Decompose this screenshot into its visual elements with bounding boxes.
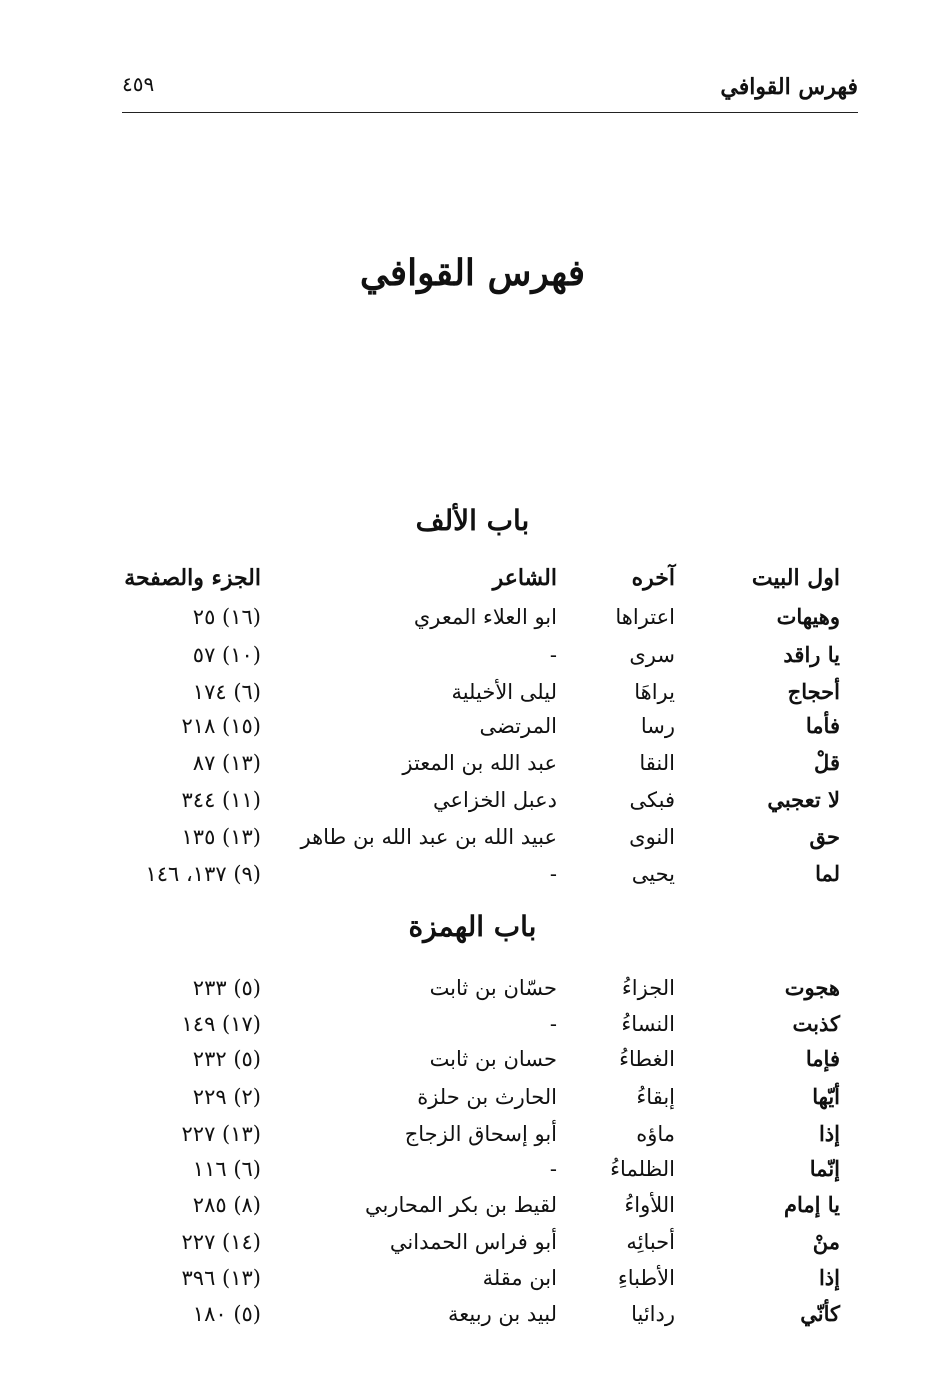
cell-last: الجزاءُ <box>621 976 675 1000</box>
cell-poet: - <box>549 643 557 667</box>
section-title-hamza: باب الهمزة <box>408 910 537 943</box>
cell-first: فأما <box>805 713 840 738</box>
cell-poet: - <box>549 1157 557 1181</box>
page-header <box>122 70 858 113</box>
cell-last: رسا <box>640 714 675 738</box>
cell-last: يحيى <box>631 862 675 886</box>
cell-last: اعتراها <box>615 605 675 629</box>
cell-last: فبكى <box>629 788 675 812</box>
cell-first: حق <box>809 824 840 849</box>
cell-ref: (٥) ١٨٠ <box>192 1302 261 1326</box>
cell-ref: (١٦) ٢٥ <box>192 605 261 629</box>
cell-last: الظلماءُ <box>610 1157 675 1181</box>
cell-ref: (٩) ١٣٧، ١٤٦ <box>145 862 261 886</box>
running-title: فهرس القوافي <box>720 74 858 100</box>
cell-poet: لبيد بن ربيعة <box>448 1302 557 1326</box>
col-header-poet: الشاعر <box>492 565 557 591</box>
cell-first: كذبت <box>792 1011 840 1036</box>
cell-ref: (١٥) ٢١٨ <box>181 714 261 738</box>
cell-last: اللأواءُ <box>624 1193 675 1217</box>
cell-poet: حسان بن ثابت <box>429 1047 557 1071</box>
cell-first: قلْ <box>814 750 840 775</box>
cell-first: وهيهات <box>776 604 840 629</box>
cell-last: أحبائِه <box>626 1230 675 1254</box>
cell-ref: (٥) ٢٣٢ <box>192 1047 261 1071</box>
col-header-ref: الجزء والصفحة <box>124 565 261 591</box>
cell-poet: المرتضى <box>479 714 557 738</box>
page-number: ٤٥٩ <box>122 72 155 96</box>
cell-poet: - <box>549 862 557 886</box>
cell-first: لا تعجبي <box>767 787 840 812</box>
cell-first: إذا <box>818 1265 840 1290</box>
cell-ref: (١٠) ٥٧ <box>192 643 261 667</box>
cell-ref: (١٣) ٢٢٧ <box>181 1122 261 1146</box>
cell-ref: (١٣) ١٣٥ <box>181 825 261 849</box>
cell-last: الغطاءُ <box>619 1047 675 1071</box>
cell-last: إبقاءُ <box>636 1085 675 1109</box>
col-header-first: اول البيت <box>751 565 840 591</box>
cell-last: النساءُ <box>621 1012 675 1036</box>
cell-first: يا راقد <box>783 642 840 667</box>
cell-ref: (١٤) ٢٢٧ <box>181 1230 261 1254</box>
cell-poet: أبو فراس الحمداني <box>389 1230 557 1254</box>
cell-poet: عبيد الله بن عبد الله بن طاهر <box>300 825 557 849</box>
cell-last: ردائيا <box>631 1302 675 1326</box>
cell-first: كأنّي <box>800 1301 840 1326</box>
cell-poet: ابو العلاء المعري <box>413 605 557 629</box>
cell-first: إنّما <box>809 1156 840 1181</box>
cell-ref: (٨) ٢٨٥ <box>192 1193 261 1217</box>
cell-ref: (٦) ١١٦ <box>192 1157 261 1181</box>
cell-poet: ليلى الأخيلية <box>451 680 557 704</box>
cell-last: يراهَا <box>634 680 675 704</box>
cell-first: إذا <box>818 1121 840 1146</box>
cell-first: أحجاج <box>787 679 840 704</box>
cell-poet: لقيط بن بكر المحاربي <box>365 1193 557 1217</box>
cell-ref: (٥) ٢٣٣ <box>192 976 261 1000</box>
section-title-alif: باب الألف <box>415 504 530 537</box>
cell-poet: - <box>549 1012 557 1036</box>
cell-ref: (١٧) ١٤٩ <box>181 1012 261 1036</box>
col-header-last: آخره <box>631 565 675 591</box>
cell-first: يا إمام <box>783 1192 840 1217</box>
cell-poet: عبد الله بن المعتز <box>402 751 557 775</box>
cell-poet: دعبل الخزاعي <box>432 788 557 812</box>
cell-poet: حسّان بن ثابت <box>429 976 557 1000</box>
cell-ref: (٦) ١٧٤ <box>192 680 261 704</box>
cell-last: الأطباءِ <box>617 1266 675 1290</box>
cell-ref: (١١) ٣٤٤ <box>181 788 261 812</box>
cell-last: النقا <box>639 751 675 775</box>
cell-ref: (١٣) ٣٩٦ <box>181 1266 261 1290</box>
cell-poet: الحارث بن حلزة <box>417 1085 557 1109</box>
cell-first: منْ <box>812 1229 840 1254</box>
cell-poet: ابن مقلة <box>482 1266 557 1290</box>
cell-first: لما <box>815 861 840 886</box>
cell-first: أيّها <box>812 1084 840 1109</box>
cell-ref: (٢) ٢٢٩ <box>192 1085 261 1109</box>
cell-last: النوى <box>629 825 675 849</box>
cell-poet: أبو إسحاق الزجاج <box>404 1122 557 1146</box>
cell-first: فإما <box>805 1046 840 1071</box>
cell-first: هجوت <box>784 975 840 1000</box>
page-title: فهرس القوافي <box>359 252 586 294</box>
cell-ref: (١٣) ٨٧ <box>192 751 261 775</box>
cell-last: سرى <box>629 643 675 667</box>
cell-last: ماؤه <box>636 1122 675 1146</box>
